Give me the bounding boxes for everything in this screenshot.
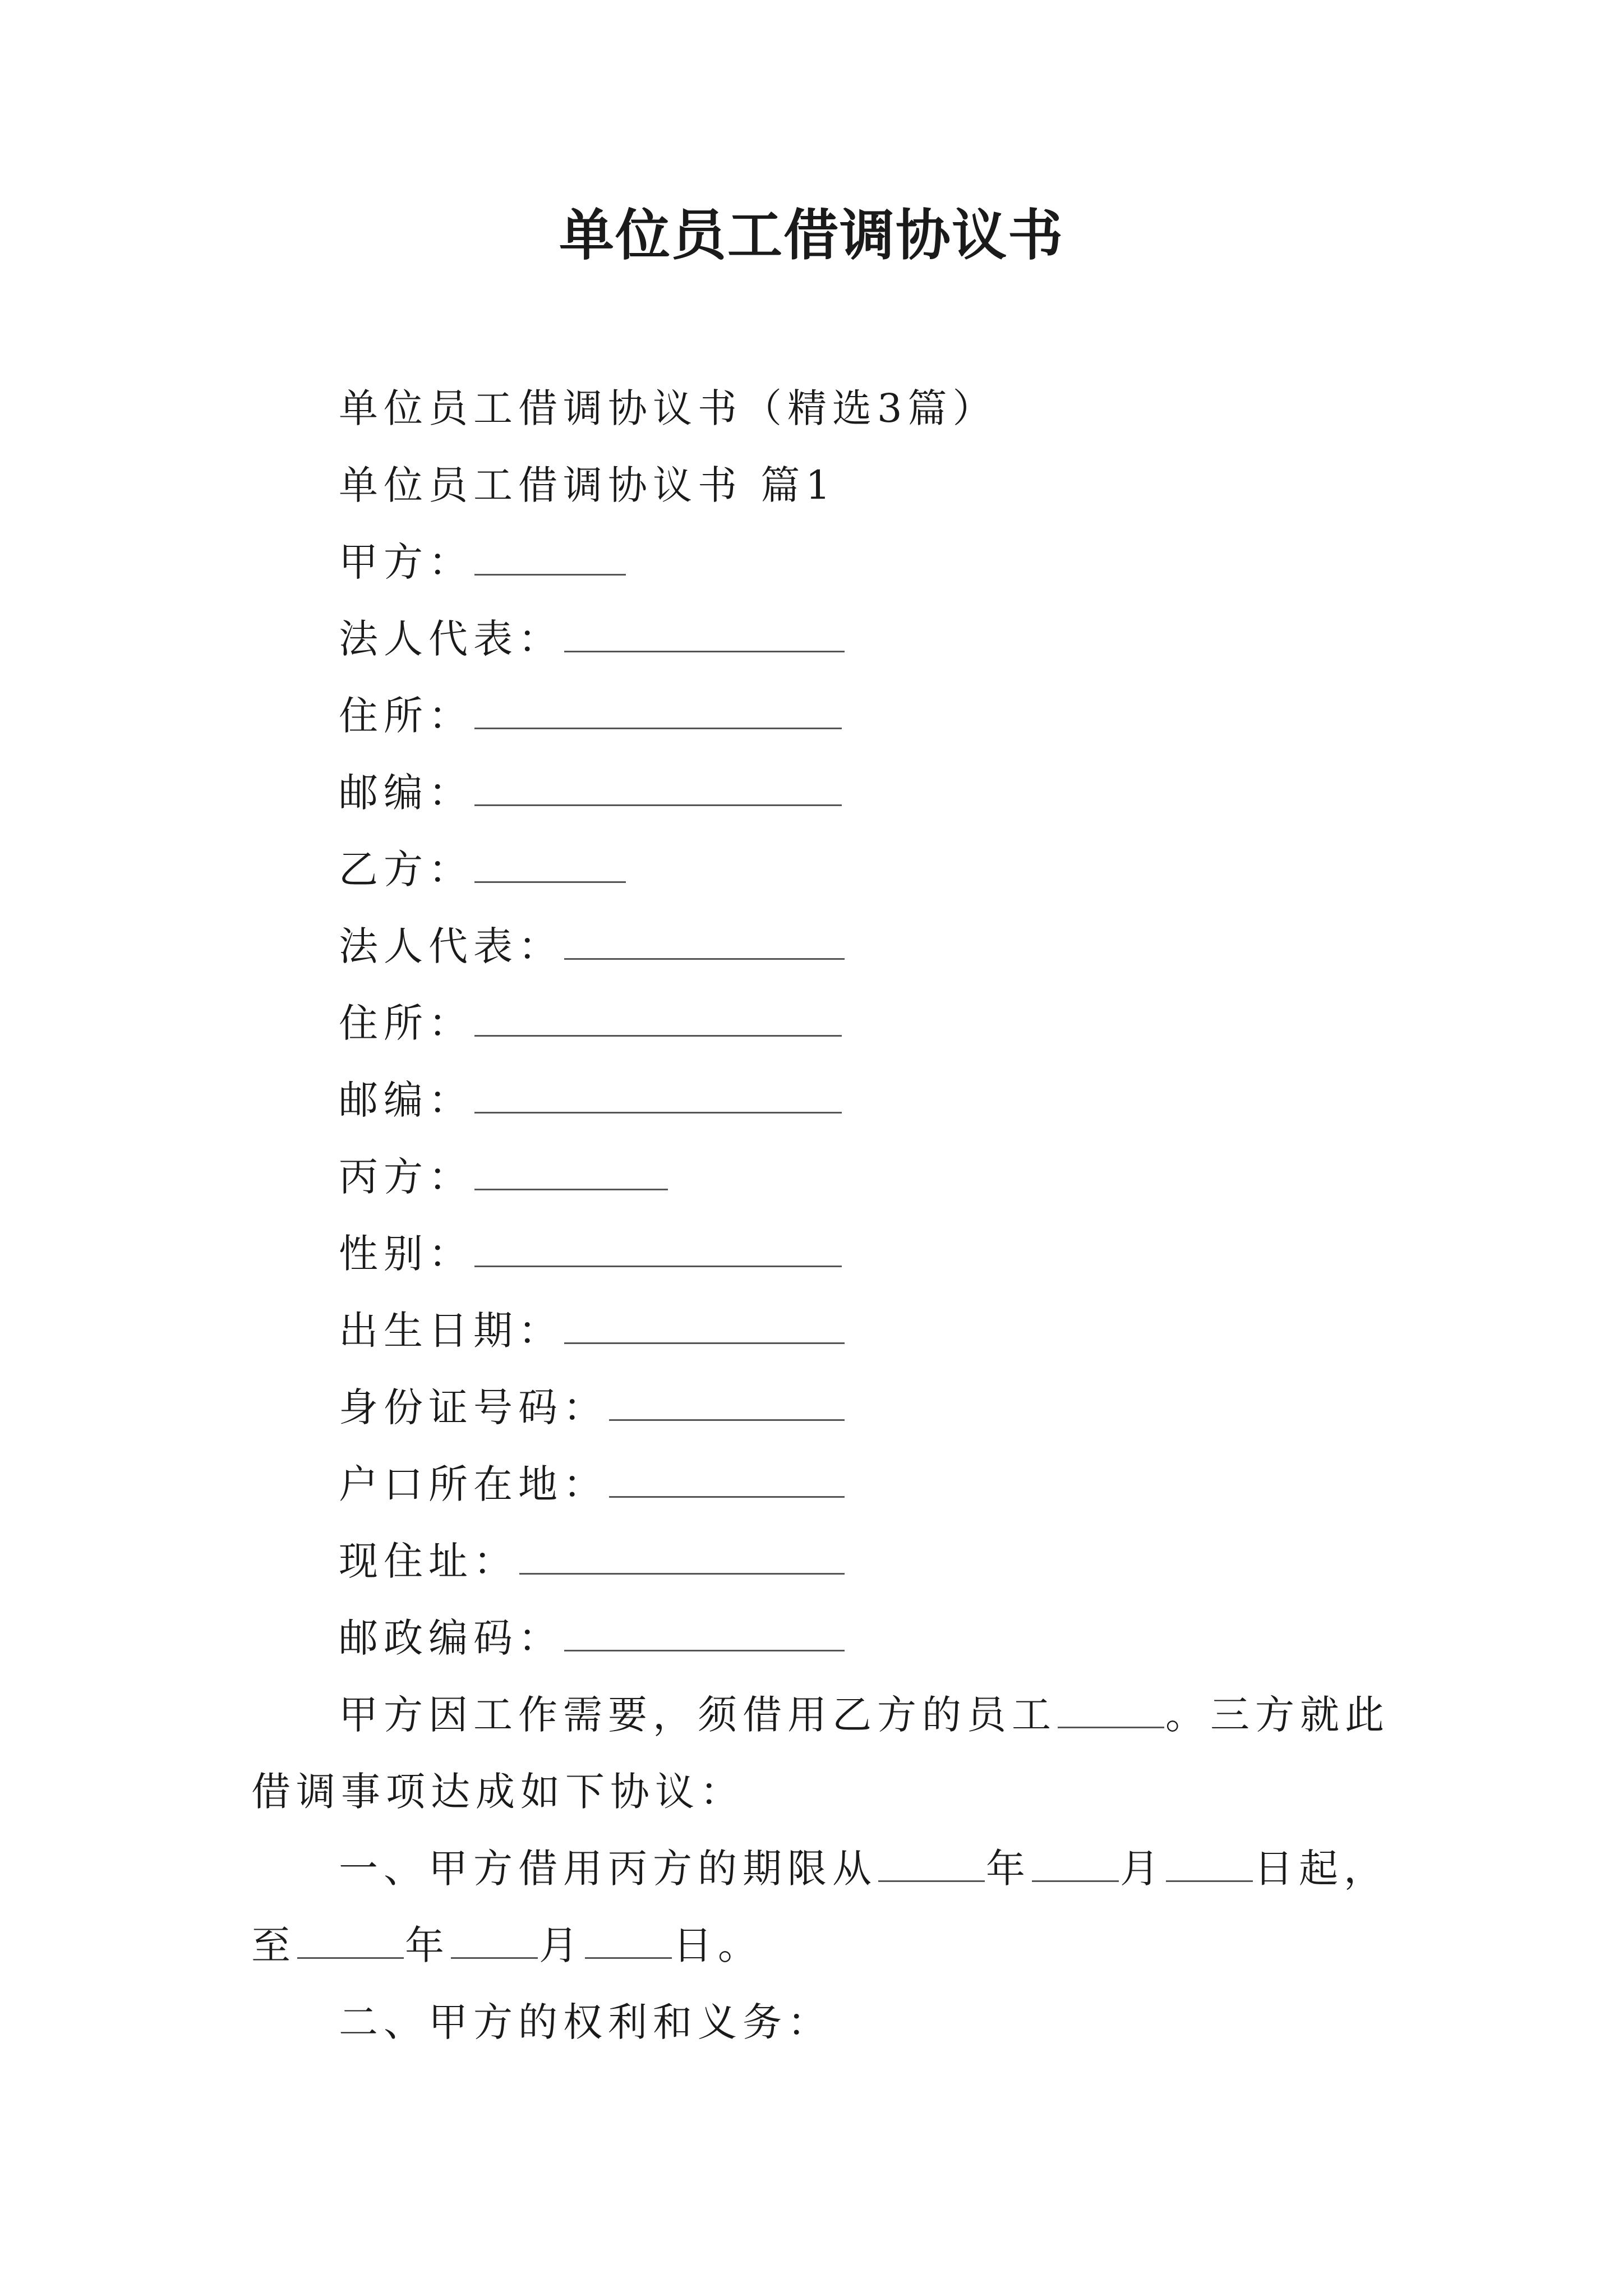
field-label: 住所： — [339, 693, 473, 739]
blank-line — [297, 1922, 404, 1959]
blank-line — [1166, 1846, 1253, 1882]
blank-line — [474, 1231, 842, 1267]
document-title: 单位员工借调协议书 — [559, 203, 1064, 268]
blank-line — [585, 1922, 672, 1959]
field-label: 乙方： — [339, 846, 473, 892]
field-label: 户口所在地： — [339, 1461, 608, 1507]
paragraph-rights: 二、甲方的权利和义务： — [339, 1999, 832, 2045]
field-gender — [251, 1216, 1390, 1292]
field-label: 邮政编码： — [339, 1615, 563, 1661]
blank-line — [564, 923, 845, 960]
blank-line — [451, 1922, 538, 1959]
field-label: 丙方： — [339, 1154, 473, 1200]
field-label: 法人代表： — [339, 616, 563, 662]
blank-line — [474, 846, 626, 883]
field-label: 住所： — [339, 1000, 473, 1046]
field-birth-date — [251, 1292, 1390, 1369]
paragraph-term: 一、甲方借用丙方的期限从 年 月 日起，至 年 月 日。 — [251, 1846, 1389, 1968]
blank-line — [474, 1154, 668, 1190]
field-postcode-a — [251, 754, 1390, 831]
blank-line — [519, 1538, 845, 1575]
field-label: 现住址： — [339, 1538, 518, 1584]
blank-line — [474, 1000, 842, 1037]
field-address-b — [251, 985, 1390, 1062]
field-label: 邮编： — [339, 1077, 473, 1123]
field-address-a — [251, 678, 1390, 754]
blank-line — [609, 1384, 845, 1421]
field-current-address — [251, 1523, 1390, 1600]
field-hukou — [251, 1446, 1390, 1523]
field-legal-rep-b — [251, 908, 1390, 985]
blank-line — [609, 1461, 845, 1498]
section-heading: 单位员工借调协议书 篇1 — [339, 462, 836, 508]
field-postal-code — [251, 1600, 1390, 1677]
blank-line — [474, 1077, 842, 1114]
blank-line — [564, 1308, 845, 1344]
field-id-number — [251, 1369, 1390, 1446]
field-label: 法人代表： — [339, 923, 563, 969]
paragraph-intro: 甲方因工作需要，须借用乙方的员工 。三方就此借调事项达成如下协议： — [251, 1692, 1390, 1815]
document-body — [251, 370, 1390, 2061]
field-legal-rep-a — [251, 601, 1390, 678]
blank-line — [474, 693, 842, 729]
document-subtitle: 单位员工借调协议书（精选3篇） — [339, 385, 998, 431]
field-party-b — [251, 831, 1390, 908]
blank-line — [564, 1615, 845, 1651]
field-party-c — [251, 1139, 1390, 1216]
field-label: 出生日期： — [339, 1308, 563, 1354]
field-label: 性别： — [339, 1231, 473, 1277]
blank-line — [474, 770, 842, 806]
field-postcode-b — [251, 1062, 1390, 1139]
field-party-a — [251, 524, 1390, 601]
field-label: 邮编： — [339, 770, 473, 816]
blank-line — [564, 616, 845, 652]
blank-line — [1032, 1846, 1119, 1882]
blank-line — [878, 1846, 985, 1882]
blank-line — [474, 539, 626, 576]
field-label: 甲方： — [339, 539, 473, 585]
blank-line — [1058, 1692, 1164, 1728]
field-label: 身份证号码： — [339, 1384, 608, 1430]
